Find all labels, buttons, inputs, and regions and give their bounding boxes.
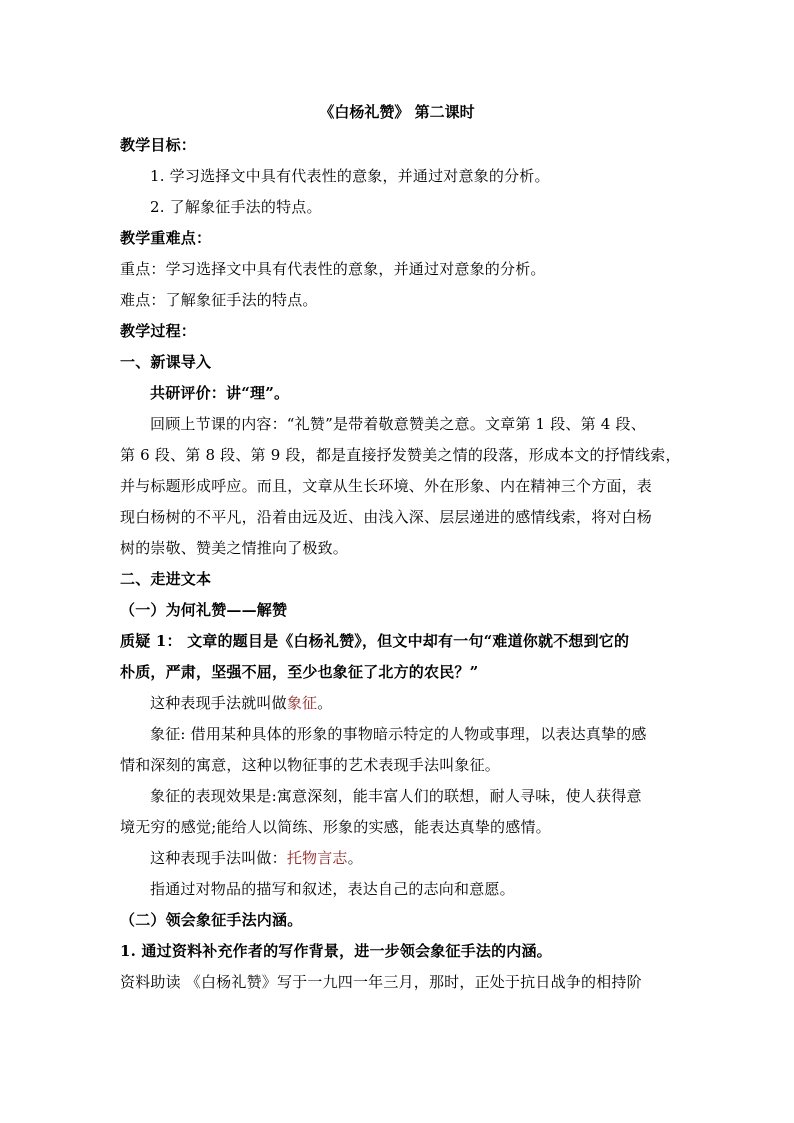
subsection-1-heading: （一）为何礼赞——解赞 [120,601,288,619]
review-line-4: 现白杨树的不平凡，沿着由远及近、由浅入深、层层递进的感情线索，将对白杨 [120,508,653,526]
key-point: 重点：学习选择文中具有代表性的意象，并通过对意象的分析。 [120,260,546,278]
material-line: 资料助读 《白杨礼赞》写于一九四一年三月，那时，正处于抗日战争的相持阶 [120,973,642,991]
technique-prefix: 这种表现手法就叫做 [150,694,287,712]
objective-1: 1. 学习选择文中具有代表性的意象，并通过对意象的分析。 [150,167,550,185]
review-line-1: 回顾上节课的内容：“礼赞”是带着敬意赞美之意。文章第 1 段、第 4 段、 [150,415,646,433]
review-line-3: 并与标题形成呼应。而且，文章从生长环境、外在形象、内在精神三个方面，表 [120,477,653,495]
difficult-point: 难点：了解象征手法的特点。 [120,291,318,309]
technique-suffix: 。 [317,694,333,712]
technique2-suffix: 。 [347,849,363,867]
section-2-heading: 二、走进文本 [120,570,212,588]
objective-2: 2. 了解象征手法的特点。 [150,198,322,216]
key-difficult-heading: 教学重难点： [120,229,212,247]
question-1-line-1: 质疑 1： 文章的题目是《白杨礼赞》，但文中却有一句“难道你就不想到它的 [120,632,630,650]
technique2-definition: 指通过对物品的描写和叙述，表达自己的志向和意愿。 [150,880,515,898]
effect-line-1: 象征的表现效果是:寓意深刻，能丰富人们的联想，耐人寻味，使人获得意 [150,787,642,805]
objectives-heading: 教学目标： [120,136,197,154]
process-heading: 教学过程： [120,322,197,340]
step-1: 1. 通过资料补充作者的写作背景，进一步领会象征手法的内涵。 [120,942,552,960]
document-title: 《白杨礼赞》 第二课时 [319,103,475,121]
symbol-definition-line-2: 情和深刻的寓意，这种以物征事的艺术表现手法叫象征。 [120,756,501,774]
technique-sentence [150,692,680,714]
effect-line-2: 境无穷的感觉;能给人以简练、形象的实感，能表达真挚的感情。 [120,818,551,836]
technique2-term: 托物言志 [286,849,348,867]
question-1-line-2: 朴质，严肃，坚强不屈，至少也象征了北方的农民？” [120,663,479,681]
section-1-heading: 一、新课导入 [120,353,212,371]
review-line-2: 第 6 段、第 8 段、第 9 段，都是直接抒发赞美之情的段落，形成本文的抒情线索， [120,446,681,464]
symbol-definition-line-1: 象征: 借用某种具体的形象的事物暗示特定的人物或事理，以表达真挚的感 [150,725,647,743]
section-1-subheading: 共研评价：讲“理”。 [150,384,290,402]
technique2-sentence [150,847,680,869]
technique2-prefix: 这种表现手法叫做： [150,849,287,867]
technique-term: 象征 [286,694,318,712]
subsection-2-heading: （二）领会象征手法内涵。 [120,911,303,929]
review-line-5: 树的崇敬、赞美之情推向了极致。 [120,539,349,557]
